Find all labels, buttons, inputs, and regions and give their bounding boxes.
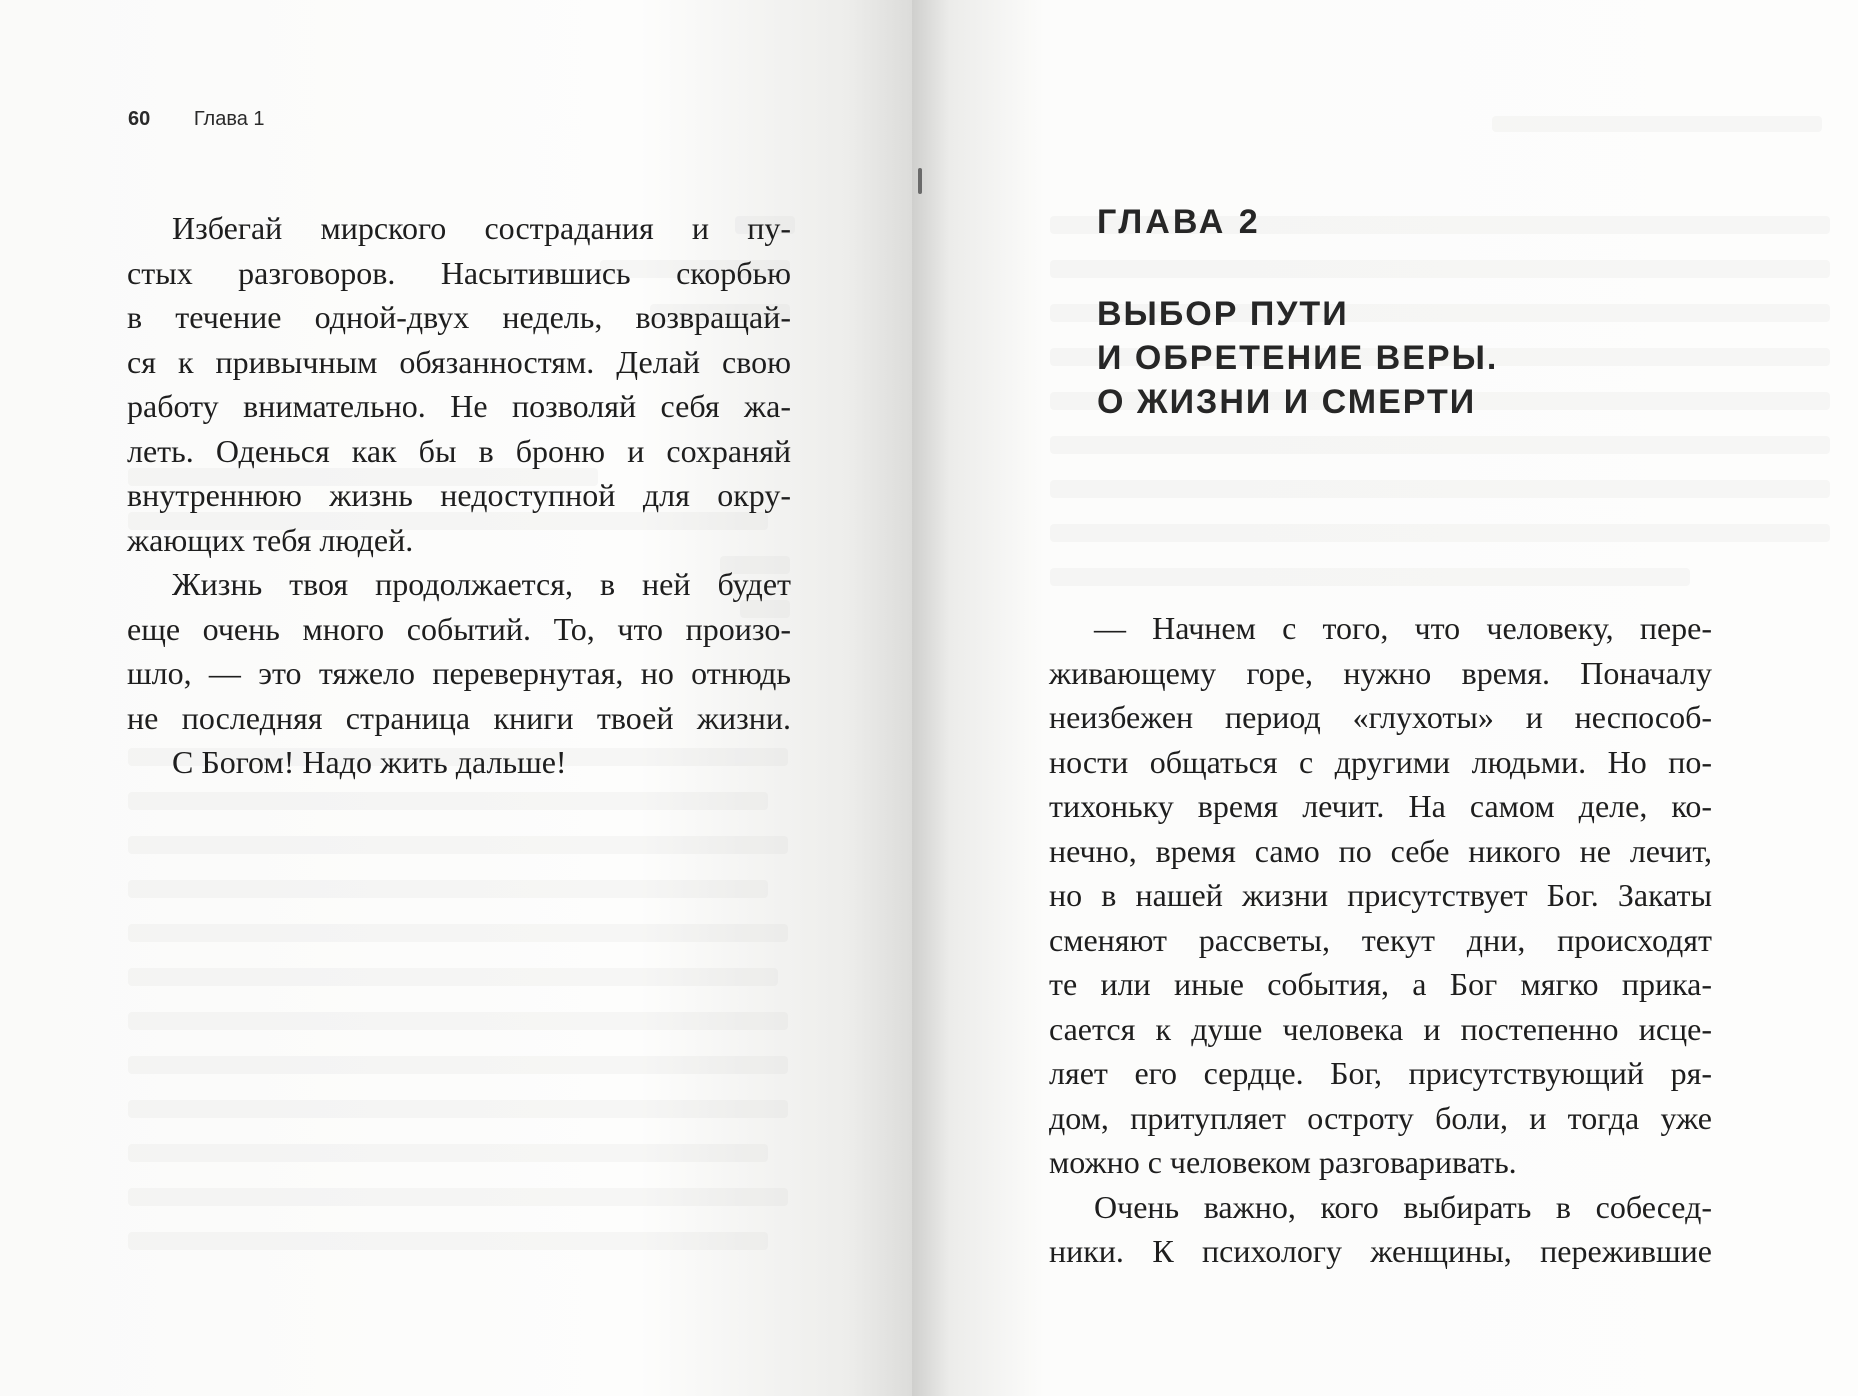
chapter-title-line: О ЖИЗНИ И СМЕРТИ	[1097, 383, 1477, 421]
text-line: ся к привычным обязанностям. Делай свою	[127, 343, 791, 380]
text-line: можно с человеком разговаривать.	[1049, 1144, 1517, 1180]
text-line: те или иные события, а Бог мягко прика-	[1049, 966, 1712, 1002]
chapter-label: ГЛАВА 2	[1097, 203, 1261, 241]
running-head-title: Глава 1	[193, 108, 265, 130]
page-number: 60	[128, 108, 151, 130]
text-line: Жизнь твоя продолжается, в ней будет	[172, 566, 791, 602]
chapter-title-line: ВЫБОР ПУТИ	[1097, 295, 1349, 333]
text-line: С Богом! Надо жить дальше!	[172, 744, 567, 780]
text-line: еще очень много событий. То, что произо-	[127, 610, 791, 647]
text-line: неизбежен период «глухоты» и неспособ-	[1049, 699, 1712, 735]
text-line: Избегай мирского сострадания и пу-	[172, 210, 791, 246]
text-line: внутреннюю жизнь недоступной для окру-	[127, 477, 791, 513]
text-line: в течение одной-двух недель, возвращай-	[127, 299, 791, 335]
text-line: стых разговоров. Насытившись скорбью	[127, 254, 791, 291]
text-line: ники. К психологу женщины, пережившие	[1049, 1233, 1712, 1269]
text-line: ности общаться с другими людьми. Но по-	[1049, 743, 1712, 780]
chapter-title-line: И ОБРЕТЕНИЕ ВЕРЫ.	[1097, 339, 1499, 377]
text-line: живающему горе, нужно время. Поначалу	[1049, 654, 1712, 691]
text-line: жающих тебя людей.	[127, 521, 414, 558]
left-page-body	[127, 206, 791, 785]
text-line: шло, — это тяжело перевернутая, но отнюдь	[127, 655, 791, 691]
running-head	[128, 108, 265, 131]
text-line: сается к душе человека и постепенно исце-	[1049, 1010, 1712, 1047]
text-line: но в нашей жизни присутствует Бог. Закаты	[1049, 877, 1712, 913]
text-line: нечно, время само по себе никого не лечит,	[1049, 832, 1712, 869]
chapter-title	[1097, 292, 1498, 424]
text-line: — Начнем с того, что человеку, пере-	[1094, 610, 1712, 646]
text-line: тихоньку время лечит. На самом деле, ко-	[1049, 788, 1712, 824]
gutter-mark	[918, 168, 922, 194]
text-line: сменяют рассветы, текут дни, происходят	[1049, 921, 1712, 958]
text-line: Очень важно, кого выбирать в собесед-	[1094, 1188, 1712, 1225]
text-line: не последняя страница книги твоей жизни.	[127, 699, 791, 736]
text-line: ляет его сердце. Бог, присутствующий ря-	[1049, 1055, 1712, 1091]
text-line: леть. Оденься как бы в броню и сохраняй	[127, 432, 791, 469]
text-line: дом, притупляет остроту боли, и тогда уже	[1049, 1099, 1712, 1136]
text-line: работу внимательно. Не позволяй себя жа-	[127, 388, 791, 424]
right-page-body	[1049, 606, 1712, 1274]
